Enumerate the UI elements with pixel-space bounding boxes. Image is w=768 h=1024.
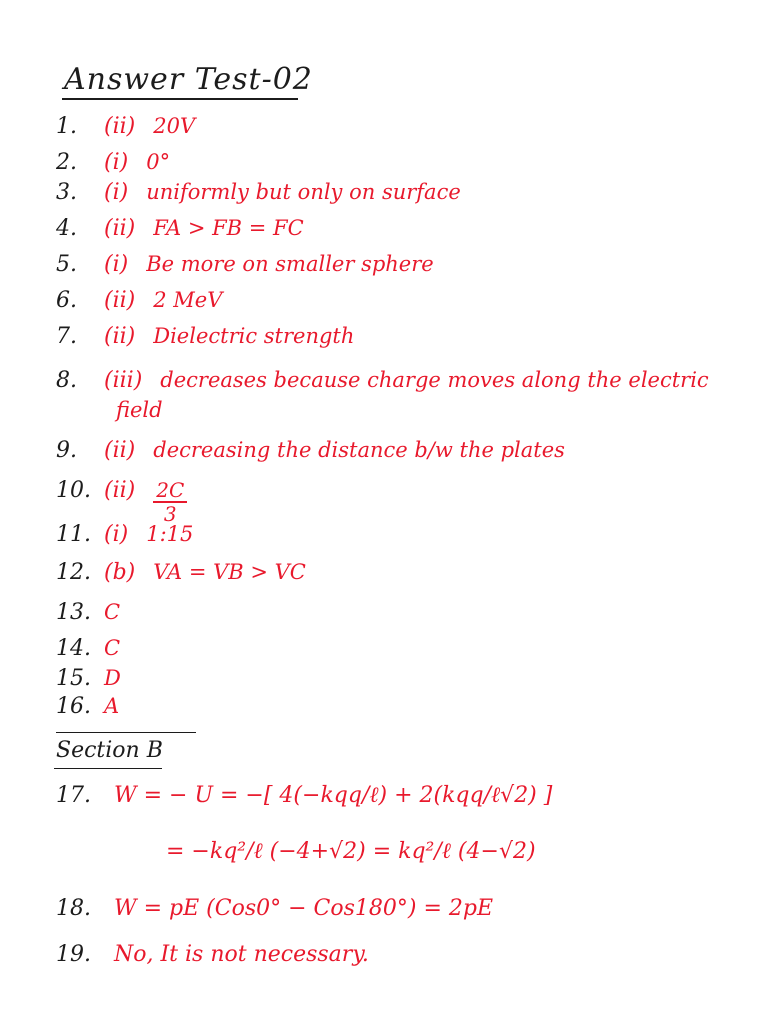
question-number: 14. [56,636,91,661]
section-heading-underline [54,768,162,769]
answer-row-8 [56,368,709,402]
fraction [153,480,187,524]
answer-text: 20V [153,114,196,138]
option-label: (ii) [104,114,136,139]
option-label: (i) [104,252,129,277]
question-number: 2. [56,150,77,175]
title-underline [62,98,298,100]
answer-text: decreasing the distance b/w the plates [153,438,565,462]
answer-row-6 [56,288,222,322]
answer-equation-continued: = −kq²/ℓ (−4+√2) = kq²/ℓ (4−√2) [166,839,536,864]
answer-row-2 [56,150,170,184]
question-number: 15. [56,666,91,691]
answer-text: decreases because charge moves along the electric [160,368,709,392]
answer-equation: W = − U = −[ 4(−kqq/ℓ) + 2(kqq/ℓ√2) ] [114,783,553,808]
answer-row-1 [56,114,195,148]
question-number: 3. [56,180,77,205]
answer-row-3 [56,180,461,214]
question-number: 5. [56,252,77,277]
answer-text: No, It is not necessary. [114,942,369,967]
section-divider [56,732,196,733]
page-title: Answer Test-02 [64,62,313,97]
answer-text-continued: field [116,398,163,422]
answer-row-18 [56,896,493,930]
answer-text: Be more on smaller sphere [146,252,434,276]
answer-text: Dielectric strength [153,324,355,348]
question-number: 8. [56,368,77,393]
option-label: (i) [104,180,129,205]
option-label: (i) [104,150,129,175]
option-label: (ii) [104,478,136,503]
answer-row-13 [56,600,120,634]
answer-row-11 [56,522,193,556]
answer-text: A [104,694,120,718]
question-number: 7. [56,324,77,349]
question-number: 9. [56,438,77,463]
answer-equation: W = pE (Cos0° − Cos180°) = 2pE [114,896,494,921]
answer-row-5 [56,252,434,286]
option-label: (ii) [104,324,136,349]
section-heading: Section B [56,738,163,763]
answer-row-7 [56,324,354,358]
answer-text: uniformly but only on surface [146,180,461,204]
answer-text: 2 MeV [153,288,223,312]
answer-text: 0° [146,150,171,174]
answer-text: D [104,666,121,690]
question-number: 17. [56,783,91,808]
option-label: (iii) [104,368,143,393]
answer-text: 1:15 [146,522,194,546]
answer-text: FA > FB = FC [153,216,304,240]
question-number: 11. [56,522,91,547]
answer-row-9 [56,438,565,472]
answer-row-4 [56,216,304,250]
answer-row-14 [56,636,120,670]
question-number: 4. [56,216,77,241]
fraction-numerator: 2C [156,478,185,502]
question-number: 18. [56,896,91,921]
question-number: 13. [56,600,91,625]
question-number: 1. [56,114,77,139]
answer-text: VA = VB > VC [153,560,306,584]
question-number: 19. [56,942,91,967]
option-label: (i) [104,522,129,547]
option-label: (b) [104,560,136,585]
answer-row-10 [56,478,187,526]
question-number: 16. [56,694,91,719]
answer-row-17 [56,782,552,816]
question-number: 6. [56,288,77,313]
fraction-denominator: 3 [163,502,177,526]
answer-row-12 [56,560,306,594]
answer-text: C [104,600,121,624]
answer-text: C [104,636,121,660]
answer-row-19 [56,942,369,976]
option-label: (ii) [104,438,136,463]
answer-row-16 [56,694,119,728]
question-number: 12. [56,560,91,585]
option-label: (ii) [104,288,136,313]
option-label: (ii) [104,216,136,241]
question-number: 10. [56,478,91,503]
